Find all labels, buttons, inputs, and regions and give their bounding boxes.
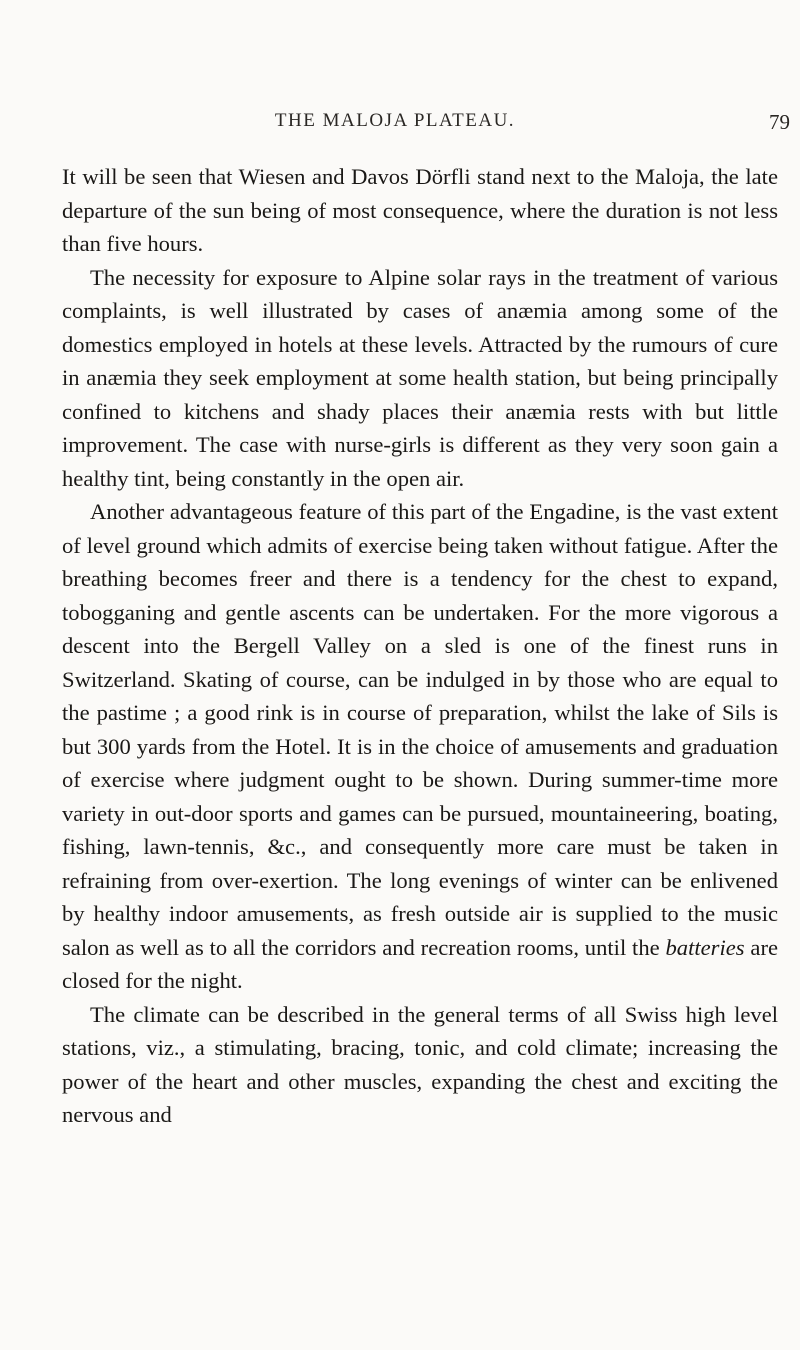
paragraph-3-text-before: Another advantageous feature of this part of the Engadine, is the vast extent of level ground which admits of exercise being taken without fatigue. After the breathing becomes freer and there is a tendency for the chest to expand, tobogganing and gentle ascents can be undertaken. For the more vigorous a descent into the Bergell Valley on a sled is one of the finest runs in Switzerland. Skating of course, can be indulged in by those who are equal to the pastime ; a good rink is in course of preparation, whilst the lake of Sils is but 300 yards from the Hotel. It is in the choice of amusements and graduation of exercise where judgment ought to be shown. During summer-time more variety in out-door sports and games can be pursued, mountaineering, boating, fishing, lawn-tennis, &c., and consequently more care must be taken in refraining from over-exertion. The long evenings of winter can be enlivened by healthy indoor amusements, as fresh outside air is supplied to the music salon as well as to all the corridors and recreation rooms, until the [62,499,778,960]
running-title: THE MALOJA PLATEAU. [274,110,516,131]
paragraph-3-text-after: are closed for the night. [62,934,778,993]
paragraph-2: The necessity for exposure to Alpine solar rays in the treatment of various complaints, is well illustrated by cases of anæmia among some of the domestics employed in hotels at these levels. Attracted by the rumours of cure in anæmia they seek employment at some health station, but being principally confined to kitchens and shady places their anæmia rests with but little improvement. The case with nurse-girls is different as they very soon gain a healthy tint, being constantly in the open air. [62,264,778,491]
paragraph-3 [62,495,778,998]
running-head [60,110,790,140]
page-number: 79 [769,110,790,134]
paragraph-4: The climate can be described in the general terms of all Swiss high level stations, viz., a stimulating, bracing, tonic, and cold climate; increasing the power of the heart and other muscles, expanding the chest and exciting the nervous and [62,1001,778,1127]
body-text [62,160,778,1132]
paragraph-1: It will be seen that Wiesen and Davos Dörfli stand next to the Maloja, the late departure of the sun being of most consequence, where the duration is not less than five hours. [62,164,778,256]
italic-word-batteries: batteries [665,934,745,960]
